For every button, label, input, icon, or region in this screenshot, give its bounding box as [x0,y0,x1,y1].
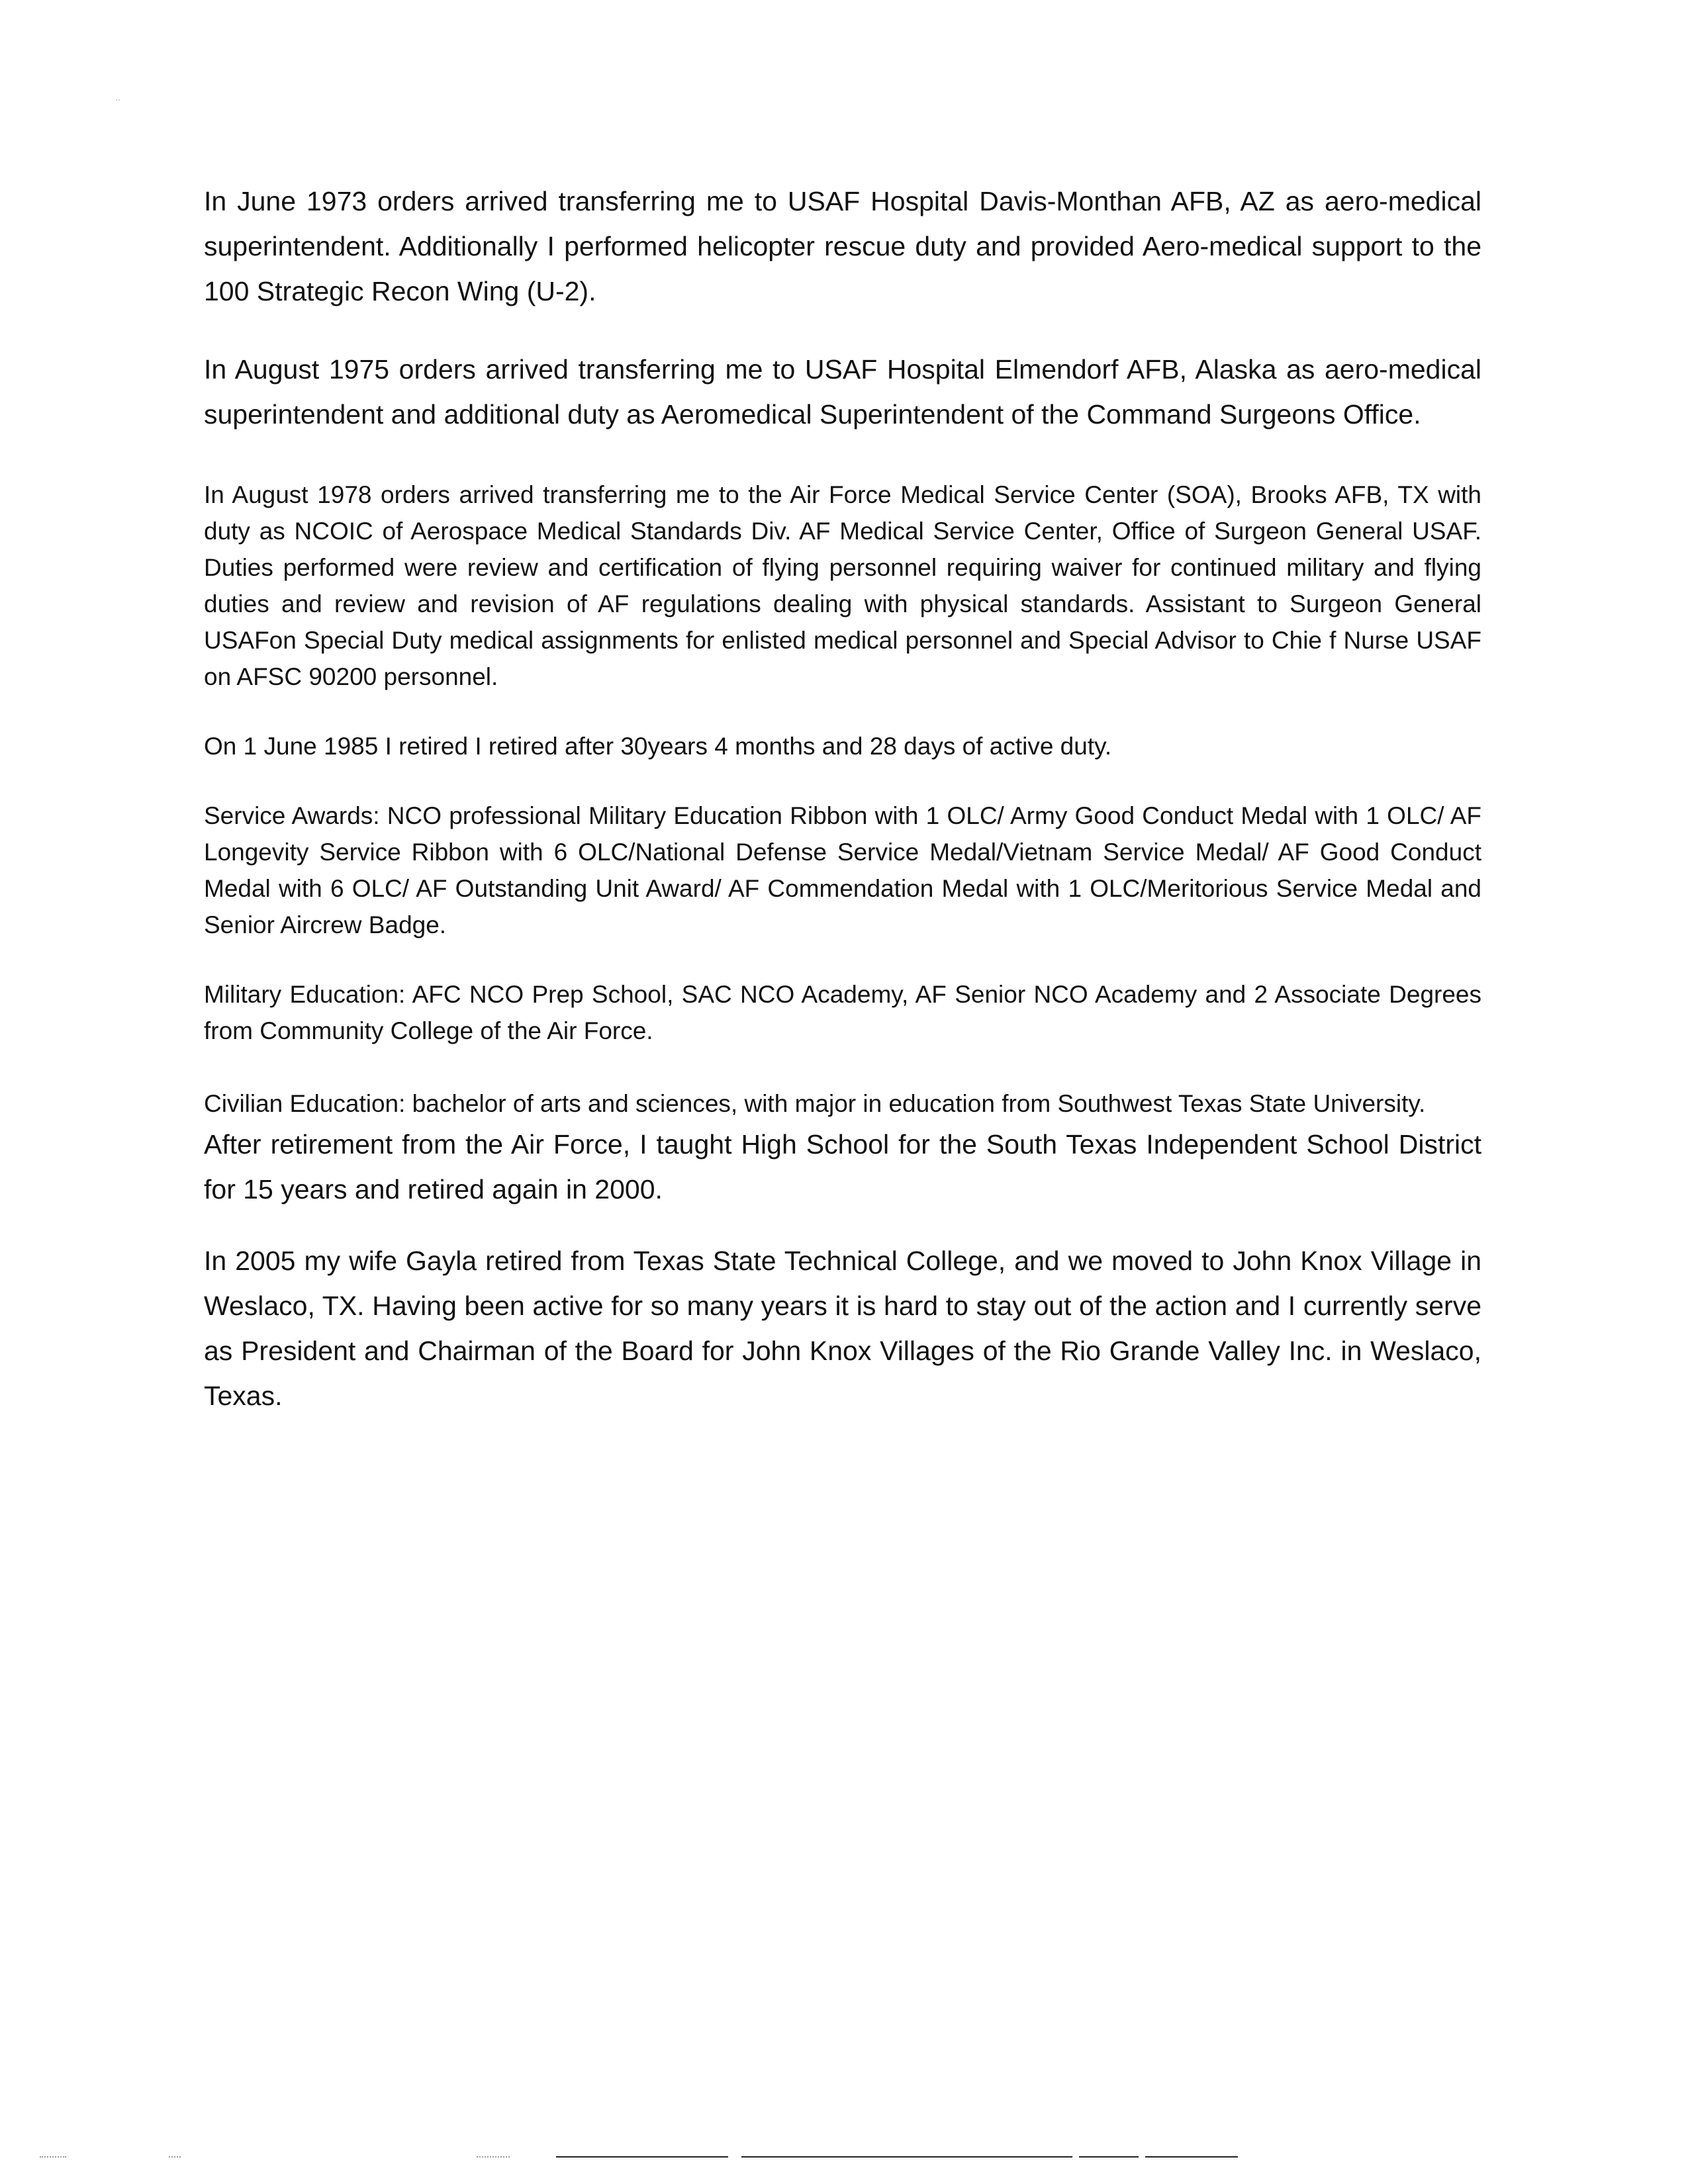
document-body [204,179,1481,1418]
footer-rule [556,2156,728,2158]
paragraph-elmendorf-assignment: In August 1975 orders arrived transferring me to USAF Hospital Elmendorf AFB, Alaska as aero-medical superintendent and additional duty as Aeromedical Superintendent of the Command Surgeons Office. [204,354,1481,430]
footer-rule [1079,2156,1139,2158]
scan-artifact [477,2156,510,2158]
paragraph-retirement: On 1 June 1985 I retired I retired after 30years 4 months and 28 days of active duty. [204,733,1112,760]
scan-artifact [116,99,120,101]
footer-rule [741,2156,1072,2158]
paragraph-john-knox-village: In 2005 my wife Gayla retired from Texas State Technical College, and we moved to John Knox Village in Weslaco, TX. Having been active for so many years it is hard to stay out of the action and I currently serve as President and Chairman of the Board for John Knox Villages of the Rio Grande Valley Inc. in Weslaco, Texas. [204,1246,1481,1411]
scan-artifact [169,2156,181,2158]
paragraph-davis-monthan-assignment: In June 1973 orders arrived transferring me to USAF Hospital Davis-Monthan AFB, AZ as aero-medical superintendent. Additionally I performed helicopter rescue duty and provided Aero-medical support to the 100 Strategic Recon Wing (U-2). [204,186,1481,306]
paragraph-brooks-assignment: In August 1978 orders arrived transferring me to the Air Force Medical Service Center (SOA), Brooks AFB, TX with duty as NCOIC of Aerospace Medical Standards Div. AF Medical Service Center, Office of Surgeon General USAF. Duties performed were review and certification of flying personnel requiring waiver for continued military and flying duties and review and revision of AF regulations dealing with physical standards. Assistant to Surgeon General USAFon Special Duty medical assignments for enlisted medical personnel and Special Advisor to Chie f Nurse USAF on AFSC 90200 personnel. [204,481,1481,690]
paragraph-teaching-career: After retirement from the Air Force, I taught High School for the South Texas Independent School District for 15 years and retired again in 2000. [204,1129,1481,1205]
paragraph-military-education: Military Education: AFC NCO Prep School, SAC NCO Academy, AF Senior NCO Academy and 2 Associate Degrees from Community College of the Air Force. [204,981,1481,1044]
paragraph-service-awards: Service Awards: NCO professional Military Education Ribbon with 1 OLC/ Army Good Conduct Medal with 1 OLC/ AF Longevity Service Ribbon with 6 OLC/National Defense Service Medal/Vietnam Service Medal/ AF Good Conduct Medal with 6 OLC/ AF Outstanding Unit Award/ AF Commendation Medal with 1 OLC/Meritorious Service Medal and Senior Aircrew Badge. [204,802,1481,938]
footer-rule [1145,2156,1238,2158]
scan-artifact [40,2156,66,2158]
paragraph-civilian-education: Civilian Education: bachelor of arts and sciences, with major in education from Southwest Texas State University. [204,1090,1426,1117]
